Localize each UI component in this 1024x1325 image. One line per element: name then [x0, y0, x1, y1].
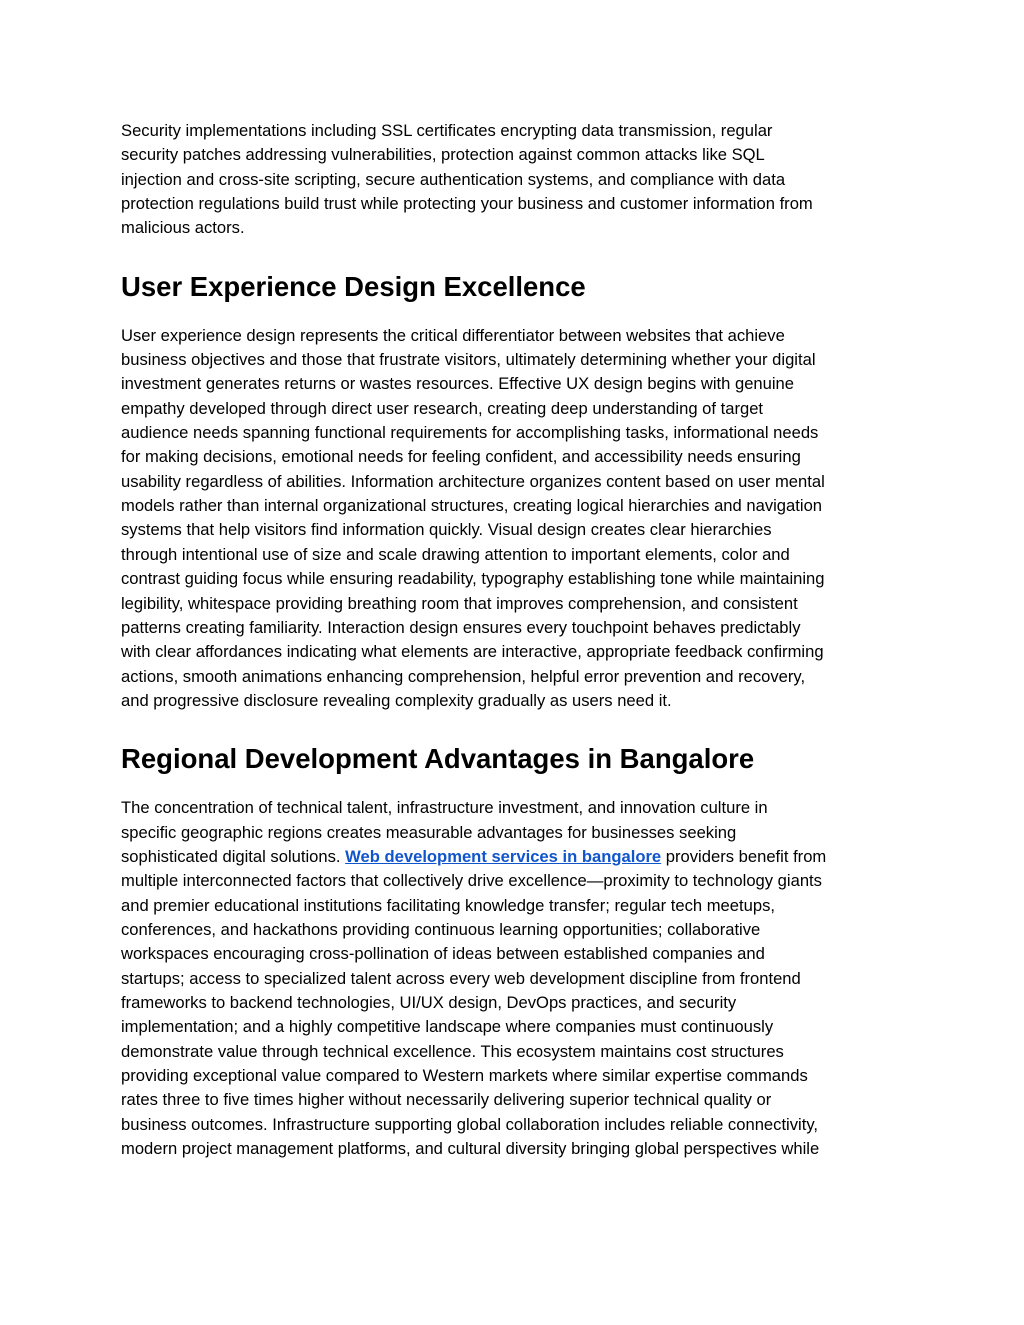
text-line-with-link: [121, 845, 921, 869]
text-line: business outcomes. Infrastructure supporting global collaboration includes reliable connectivity,: [121, 1114, 819, 1134]
text-line: startups; access to specialized talent across every web development discipline from frontend: [121, 968, 801, 988]
text-line: workspaces encouraging cross-pollination of ideas between established companies and: [121, 944, 765, 964]
text-before-link: sophisticated digital solutions.: [121, 846, 346, 866]
text-line: User experience design represents the critical differentiator between websites that achieve: [121, 325, 785, 345]
text-line: contrast guiding focus while ensuring readability, typography establishing tone while maintaining: [121, 569, 825, 589]
text-line: business objectives and those that frustrate visitors, ultimately determining whether your digital: [121, 350, 816, 370]
text-line: security patches addressing vulnerabilities, protection against common attacks like SQL: [121, 145, 765, 165]
text-line: and premier educational institutions facilitating knowledge transfer; regular tech meetups,: [121, 895, 775, 915]
text-line: usability regardless of abilities. Information architecture organizes content based on user mental: [121, 471, 825, 491]
text-line: audience needs spanning functional requirements for accomplishing tasks, informational needs: [121, 423, 819, 443]
web-development-bangalore-link[interactable]: Web development services in bangalore: [345, 846, 662, 866]
text-line: malicious actors.: [121, 218, 245, 238]
text-after-link: providers benefit from: [661, 846, 827, 866]
security-paragraph: [121, 119, 921, 241]
text-line: through intentional use of size and scale drawing attention to important elements, color and: [121, 544, 790, 564]
text-line: legibility, whitespace providing breathing room that improves comprehension, and consistent: [121, 593, 798, 613]
ux-paragraph: [121, 324, 921, 714]
text-line: investment generates returns or wastes resources. Effective UX design begins with genuine: [121, 374, 795, 394]
bangalore-paragraph: [121, 796, 921, 1161]
text-line: empathy developed through direct user research, creating deep understanding of target: [121, 398, 764, 418]
section-heading-bangalore: Regional Development Advantages in Bangalore: [121, 743, 755, 775]
text-line: The concentration of technical talent, infrastructure investment, and innovation culture in: [121, 798, 768, 818]
text-line: systems that help visitors find information quickly. Visual design creates clear hierarchies: [121, 520, 772, 540]
text-line: patterns creating familiarity. Interaction design ensures every touchpoint behaves predictably: [121, 617, 801, 637]
text-line: with clear affordances indicating what elements are interactive, appropriate feedback confirming: [121, 642, 824, 662]
text-line: implementation; and a highly competitive landscape where companies must continuously: [121, 1017, 774, 1037]
text-line: and progressive disclosure revealing complexity gradually as users need it.: [121, 690, 672, 710]
text-line: specific geographic regions creates measurable advantages for businesses seeking: [121, 822, 737, 842]
text-line: actions, smooth animations enhancing comprehension, helpful error prevention and recovery,: [121, 666, 806, 686]
text-line: Security implementations including SSL certificates encrypting data transmission, regular: [121, 121, 773, 140]
text-line: injection and cross-site scripting, secure authentication systems, and compliance with data: [121, 169, 786, 189]
text-line: providing exceptional value compared to Western markets where similar expertise commands: [121, 1066, 808, 1085]
text-line: demonstrate value through technical excellence. This ecosystem maintains cost structures: [121, 1041, 784, 1061]
text-line: for making decisions, emotional needs for feeling confident, and accessibility needs ensuring: [121, 447, 801, 467]
text-line: multiple interconnected factors that collectively drive excellence—proximity to technology giants: [121, 871, 822, 891]
text-line: conferences, and hackathons providing continuous learning opportunities; collaborative: [121, 919, 761, 939]
text-line: rates three to five times higher without necessarily delivering superior technical quality or: [121, 1090, 772, 1110]
text-line: frameworks to backend technologies, UI/UX design, DevOps practices, and security: [121, 992, 737, 1012]
text-line: protection regulations build trust while protecting your business and customer information from: [121, 194, 813, 214]
document-content: [121, 119, 921, 1161]
text-line: models rather than internal organizational structures, creating logical hierarchies and navigation: [121, 496, 823, 516]
section-heading-ux: User Experience Design Excellence: [121, 270, 586, 302]
text-line: modern project management platforms, and cultural diversity bringing global perspectives while: [121, 1139, 820, 1159]
